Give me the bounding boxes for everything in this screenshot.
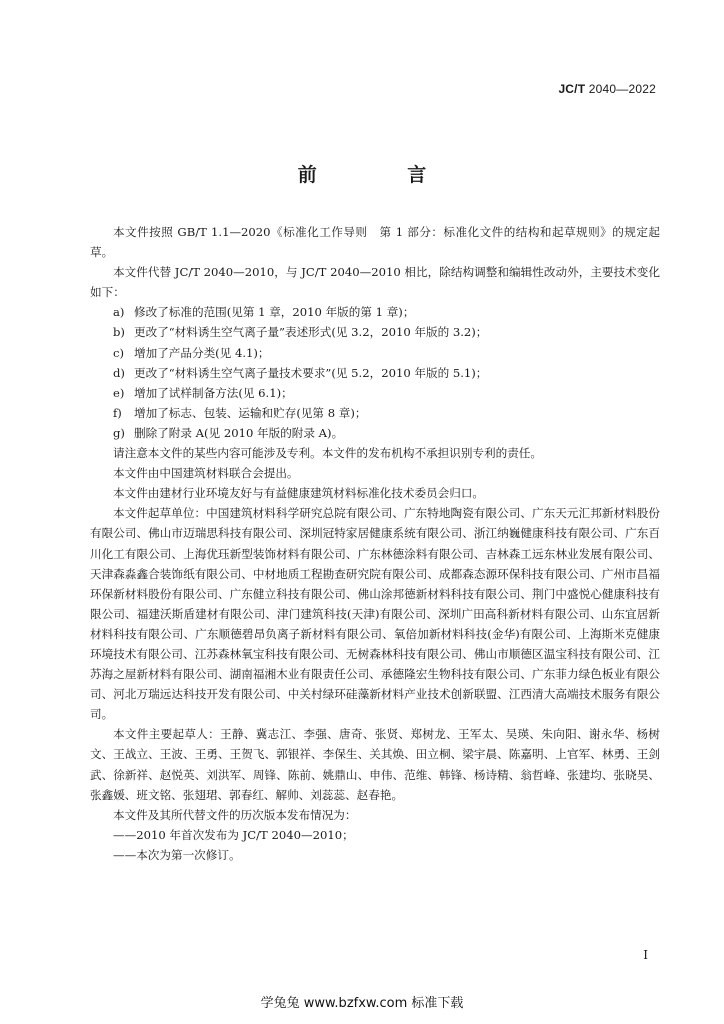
list-item: [90, 423, 660, 443]
paragraph-proposer: 本文件由中国建筑材料联合会提出。: [113, 466, 299, 481]
list-marker: g): [113, 425, 125, 440]
history-item: ——2010 年首次发布为 JC/T 2040—2010；: [113, 827, 354, 842]
paragraph-history-intro: 本文件及其所代替文件的历次版本发布情况为：: [113, 807, 357, 822]
paragraph-patent-notice: 请注意本文件的某些内容可能涉及专利。本文件的发布机构不承担识别专利的责任。: [113, 446, 542, 461]
standard-code-prefix: JC/T: [558, 82, 586, 96]
list-item-text: 删除了附录 A(见 2010 年版的附录 A)。: [134, 425, 344, 440]
list-marker: f): [113, 405, 122, 420]
list-marker: e): [113, 385, 125, 400]
list-marker: c): [113, 345, 125, 360]
paragraph-drafters: 本文件主要起草人：王静、冀志江、李强、唐奇、张贤、郑树龙、王军太、吴瑛、朱向阳、谢永华、杨树文、王战立、王波、王勇、王贺飞、郭银祥、李保生、关其焕、田立桐、梁宇晨、陈嘉明、上官军、林勇、王剑武、徐新祥、赵悦英、刘洪军、周锋、陈前、姚鼎山、申伟、范维、韩锋、杨诗精、翁哲峰、张建均、张晓昊、张鑫媛、班文铭、张翅珺、郭春红、解帅、刘蕊蕊、赵春艳。: [90, 727, 660, 802]
paragraph-drafting-units: 本文件起草单位：中国建筑材料科学研究总院有限公司、广东特地陶瓷有限公司、广东天元汇邦新材料股份有限公司、佛山市迈瑞思科技有限公司、深圳冠特家居健康系统有限公司、浙江纳巍健康科技有限公司、广东百川化工有限公司、上海优珏新型装饰材料有限公司、广东林德涂料有限公司、吉林森工远东林业发展有限公司、天津森淼鑫合装饰纸有限公司、中材地质工程勘查研究院有限公司、成都森态源环保科技有限公司、广州市昌福环保新材料股份有限公司、广东健立科技有限公司、佛山涂邦德新材料科技有限公司、荆门中盛悦心健康科技有限公司、福建沃斯盾建材有限公司、津门建筑科技(天津)有限公司、深圳广田高科新材料有限公司、山东宜居新材料科技有限公司、广东顺德碧昂负离子新材料有限公司、氧倍加新材料科技(金华)有限公司、上海斯米克健康环境技术有限公司、江苏森林氧宝科技有限公司、无树森林科技有限公司、佛山市顺德区温宝科技有限公司、江苏海之屋新材料有限公司、湖南福湘木业有限责任公司、承德隆宏生物科技有限公司、广东菲力绿色板业有限公司、河北万瑞远达科技开发有限公司、中关村绿环硅藻新材料产业技术创新联盟、江西清大高端技术服务有限公司。: [90, 506, 660, 722]
list-item: [90, 363, 660, 383]
page-title: 前 言: [297, 164, 469, 186]
list-item-text: 更改了“材料诱生空气离子量技术要求”(见 5.2，2010 年版的 5.1)；: [134, 365, 488, 380]
list-item-text: 修改了标准的范围(见第 1 章，2010 年版的第 1 章)；: [134, 305, 415, 320]
list-item-text: 增加了产品分类(见 4.1)；: [134, 345, 270, 360]
list-item: [90, 302, 660, 322]
list-item-text: 增加了试样制备方法(见 6.1)；: [134, 385, 293, 400]
foreword-body: [90, 222, 660, 865]
paragraph-replacement: 本文件代替 JC/T 2040—2010，与 JC/T 2040—2010 相比，除结构调整和编辑性改动外，主要技术变化如下：: [90, 265, 660, 300]
changes-list: [90, 302, 660, 443]
list-item: [90, 383, 660, 403]
list-item: [90, 322, 660, 342]
list-item: [90, 403, 660, 423]
list-item-text: 增加了标志、包装、运输和贮存(见第 8 章)；: [134, 405, 367, 420]
standard-code-number: 2040—2022: [588, 82, 656, 96]
list-marker: d): [113, 365, 125, 380]
list-item: [90, 343, 660, 363]
paragraph-drafting-rule: 本文件按照 GB/T 1.1—2020《标准化工作导则 第 1 部分：标准化文件的结构和起草规则》的规定起草。: [90, 225, 660, 260]
history-item: ——本次为第一次修订。: [113, 847, 241, 862]
list-marker: a): [113, 305, 125, 320]
standard-code: [558, 82, 656, 96]
paragraph-committee: 本文件由建材行业环境友好与有益健康建筑材料标准化技术委员会归口。: [113, 486, 485, 501]
watermark-footer: 学兔兔 www.bzfxw.com 标准下载: [260, 996, 464, 1011]
page-number: I: [643, 948, 648, 962]
list-item-text: 更改了“材料诱生空气离子量”表述形式(见 3.2，2010 年版的 3.2)；: [134, 325, 488, 340]
list-marker: b): [113, 325, 125, 340]
